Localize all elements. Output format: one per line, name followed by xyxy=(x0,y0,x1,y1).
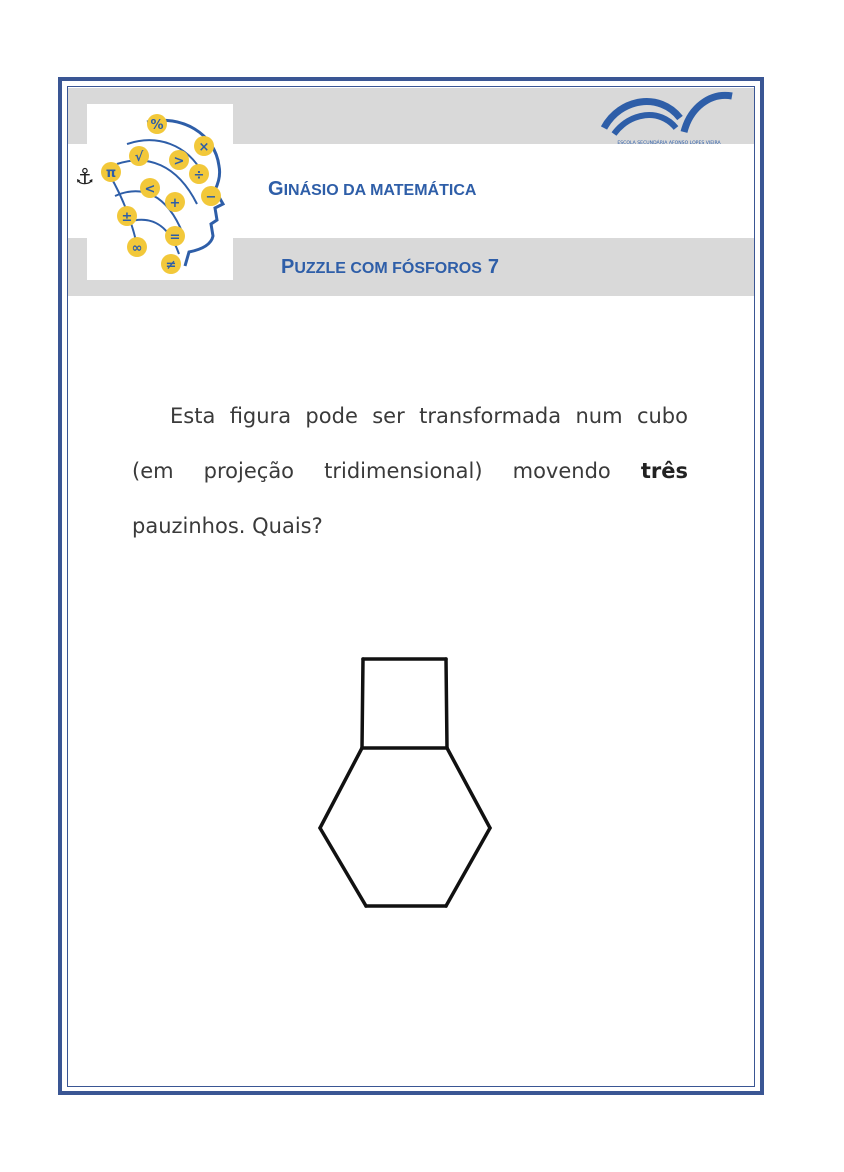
logo-symbol: ≠ xyxy=(165,258,177,273)
logo-symbol: > xyxy=(173,154,185,169)
logo-symbol: ± xyxy=(121,210,133,225)
anchor-icon: ⚓ xyxy=(75,165,95,190)
puzzle-statement: Esta figura pode ser transformada num cubo (em projeção tridimensional) movendo três pauzinhos. Quais? xyxy=(132,404,688,538)
logo-symbol: − xyxy=(205,190,217,205)
matchstick-hex-upper-left xyxy=(320,748,362,828)
logo-symbol: = xyxy=(169,230,181,245)
school-logo-text: ESCOLA SECUNDÁRIA AFONSO LOPES VIEIRA xyxy=(617,141,721,146)
logo-symbol: ∞ xyxy=(131,241,143,256)
logo-symbol: % xyxy=(150,118,164,133)
math-gym-logo xyxy=(75,104,233,280)
matchstick-square-right xyxy=(446,659,447,748)
logo-symbol: π xyxy=(105,166,117,181)
logo-symbol: + xyxy=(169,196,181,211)
logo-symbol: × xyxy=(198,140,210,155)
logo-symbol: < xyxy=(144,182,156,197)
logo-symbol: ÷ xyxy=(193,168,205,183)
matchstick-figure xyxy=(300,640,530,930)
matchstick-square-left xyxy=(362,659,363,748)
logo-symbol: √ xyxy=(134,150,144,165)
school-logo xyxy=(600,88,738,148)
matchstick-hex-upper-right xyxy=(447,748,490,828)
page-title: GINÁSIO DA MATEMÁTICA xyxy=(268,178,477,200)
page-subtitle: PUZZLE COM FÓSFOROS 7 xyxy=(281,256,500,278)
matchstick-hex-lower-right xyxy=(446,828,490,906)
matchstick-hex-lower-left xyxy=(320,828,366,906)
